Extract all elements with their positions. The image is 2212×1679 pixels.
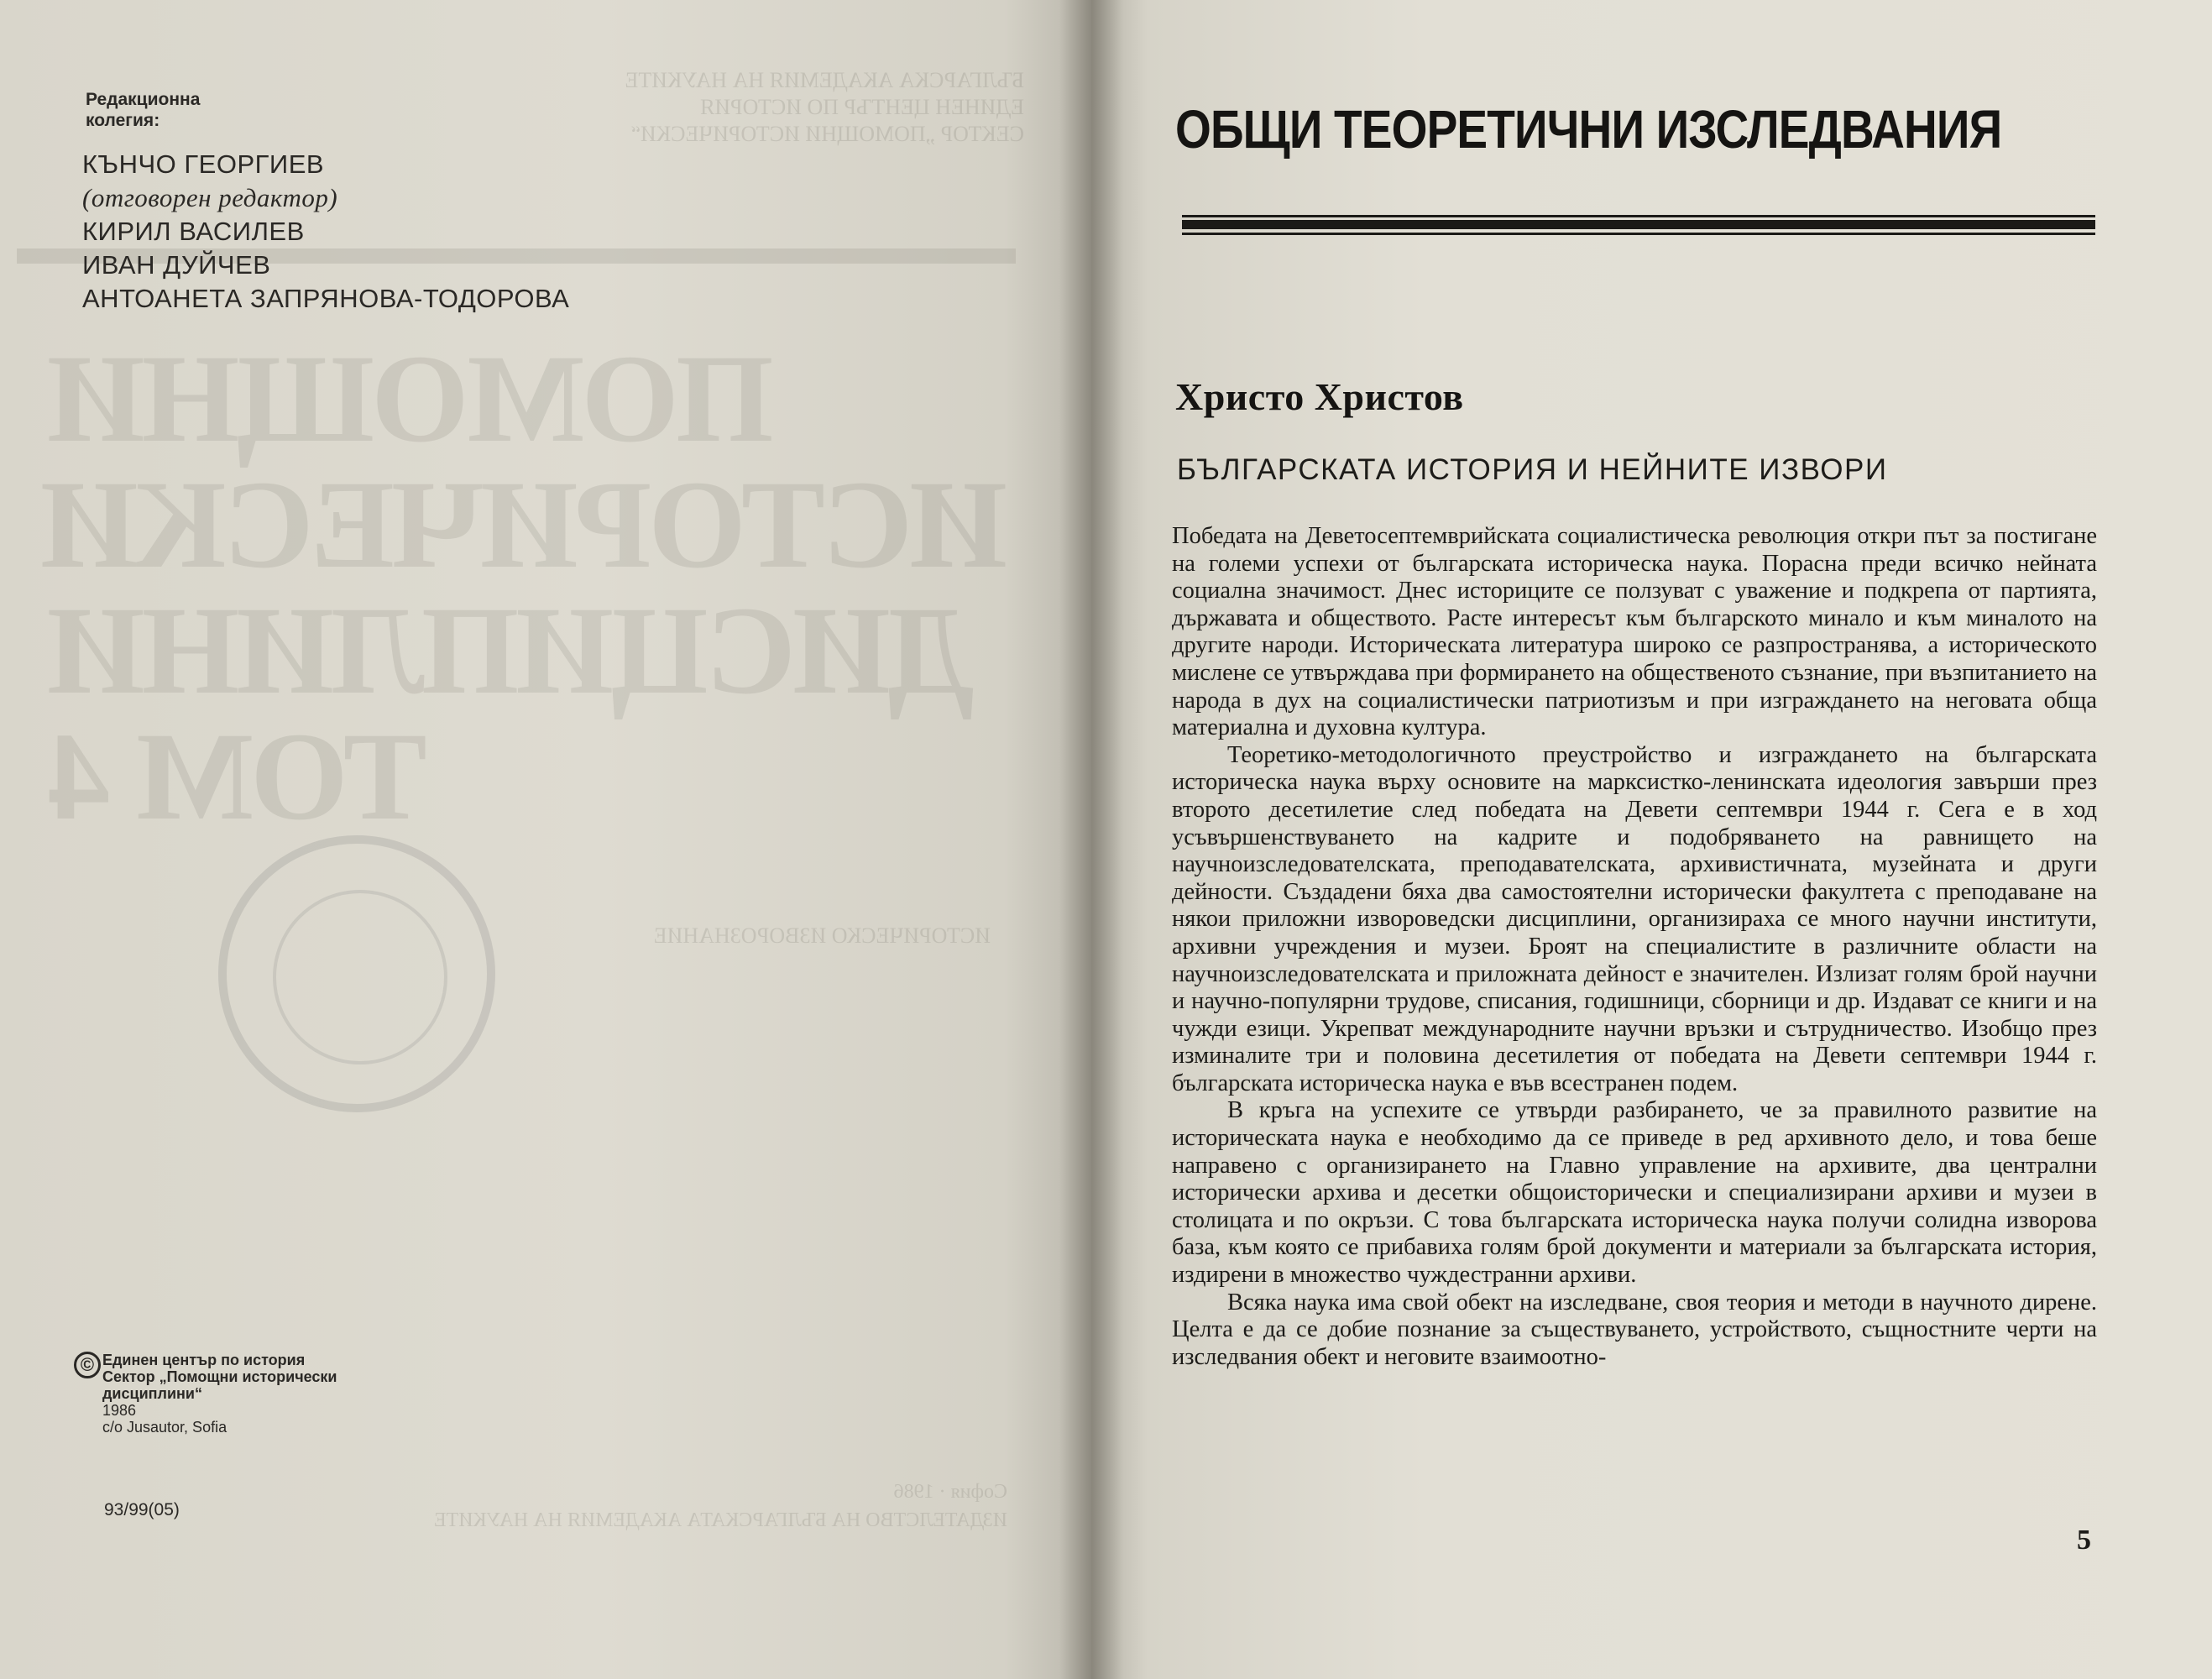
show-through-publisher: ИСТОРИЧЕСКО ИЗВОРОЗНАНИЕ (653, 923, 991, 948)
show-through-title (44, 329, 1007, 846)
editorial-board-list (82, 148, 569, 316)
show-through-line: СЕКТОР „ПОМОЩНИ ИСТОРИЧЕСКИ“ (630, 122, 1024, 146)
body-paragraph: Победата на Деветосептемврийската социалистическа революция откри път за постигане на големи успехи от българската историческа наука. Порасна преди всичко нейната социална значимост. Днес историците се ползуват с уважение и подкрепа от партията, държавата и обществото. Расте интересът към българското минало и към миналото на другите народи. Историческата литература широко се разпространява, а историческото мислене се утвърждава при формирането на общественото съзнание, при възпитанието на народа в дух на социалистически патриотизъм и при изграждането на неговата обща материална и духовна култура. (1172, 523, 2097, 741)
book-gutter (1059, 0, 1123, 1679)
library-stamp (218, 835, 495, 1112)
board-member-role: (отговорен редактор) (82, 183, 338, 212)
show-through-title-line: ДИСЦИПЛИНИ (50, 581, 975, 720)
board-member: КИРИЛ ВАСИЛЕВ (82, 217, 305, 246)
article-author: Христо Христов (1175, 375, 1464, 418)
board-member: КЪНЧО ГЕОРГИЕВ (82, 149, 325, 179)
body-paragraph: Теоретико-методологичното преустройство и изграждането на българската историческа наука върху основите на марксистко-ленинската идеология завърши през второто десетилетие след победата на Девети септември 1944 г. Сега е в ход усъвършенствуването на кадрите и подобряването на равнището на научноизследователската, преподавателската, архивистичната, музейната и други дейности. Създадени бяха два самостоятелни исторически факултета с преподаване на някои приложни извороведски дисциплини, организираха се много научни институти, архивни учреждения и музеи. Броят на специалистите в различните области на научноизследователската и приложната дейност е значителен. Излизат голям брой научни и научно-популярни трудове, списания, годишници, сборници и др. Издават се книги и на чужди езици. Укрепват международните научни връзки и сътрудничество. Изобщо през изминалите три и половина десетилетия от победата на Девети септември 1944 г. българската историческа наука е във всестранен подем. (1172, 741, 2097, 1096)
board-member: АНТОАНЕТА ЗАПРЯНОВА-ТОДОРОВА (82, 284, 570, 313)
show-through-title-line: ТОМ 4 (50, 707, 427, 846)
copyright-notice (74, 1352, 337, 1436)
page-number: 5 (2077, 1525, 2091, 1556)
show-through-line: София · 1986 (893, 1481, 1007, 1503)
show-through-footer (319, 1478, 1007, 1535)
copyright-line: дисциплини“ (102, 1385, 202, 1402)
article-body (1172, 523, 2097, 1371)
title-rule (1182, 220, 2095, 229)
copyright-line: Сектор „Помощни исторически (102, 1368, 337, 1385)
editorial-board-label: Редакционна колегия: (86, 90, 201, 130)
show-through-line: ЕДИНЕН ЦЕНТЪР ПО ИСТОРИЯ (699, 95, 1024, 119)
title-rule (1182, 233, 2095, 235)
section-title: ОБЩИ ТЕОРЕТИЧНИ ИЗСЛЕДВАНИЯ (1175, 99, 2002, 160)
show-through-title-line: ПОМОЩНИ (50, 329, 774, 468)
show-through-top (588, 67, 1024, 148)
left-page (0, 0, 1091, 1679)
copyright-agency: c/o Jusautor, Sofia (102, 1419, 227, 1436)
body-paragraph: Всяка наука има свой обект на изследване, своя теория и методи в научното дирене. Целта е да се добие познание за съществуването, устройството, същностните черти на изследвания обект и неговите взаимоотно- (1172, 1289, 2097, 1370)
title-rule (1182, 215, 2095, 217)
copyright-icon: © (74, 1352, 101, 1378)
board-member: ИВАН ДУЙЧЕВ (82, 250, 271, 280)
show-through-line: БЪЛГАРСКА АКАДЕМИЯ НА НАУКИТЕ (625, 68, 1024, 92)
copyright-year: 1986 (102, 1402, 137, 1419)
copyright-line: Единен център по история (102, 1352, 306, 1368)
body-paragraph: В кръга на успехите се утвърди разбирането, че за правилното развитие на историческата наука е необходимо да се приведе в ред архивното дело, и това беше направено с организирането на Главно управление на архивите, два централни исторически архива и десетки общоисторически и специализирани архиви и музеи в столицата и по окръзи. С това българската историческа наука получи солидна изворова база, към която се прибавиха голям брой документи и материали за българската история, издирени в множество чуждестранни архиви. (1172, 1097, 2097, 1289)
catalog-code: 93/99(05) (104, 1500, 180, 1519)
show-through-line: ИЗДАТЕЛСТВО НА БЪЛГАРСКАТА АКАДЕМИЯ НА НАУКИТЕ (433, 1509, 1007, 1531)
article-title: БЪЛГАРСКАТА ИСТОРИЯ И НЕЙНИТЕ ИЗВОРИ (1177, 453, 1888, 486)
show-through-title-line: ИСТОРИЧЕСКИ (44, 455, 1007, 594)
